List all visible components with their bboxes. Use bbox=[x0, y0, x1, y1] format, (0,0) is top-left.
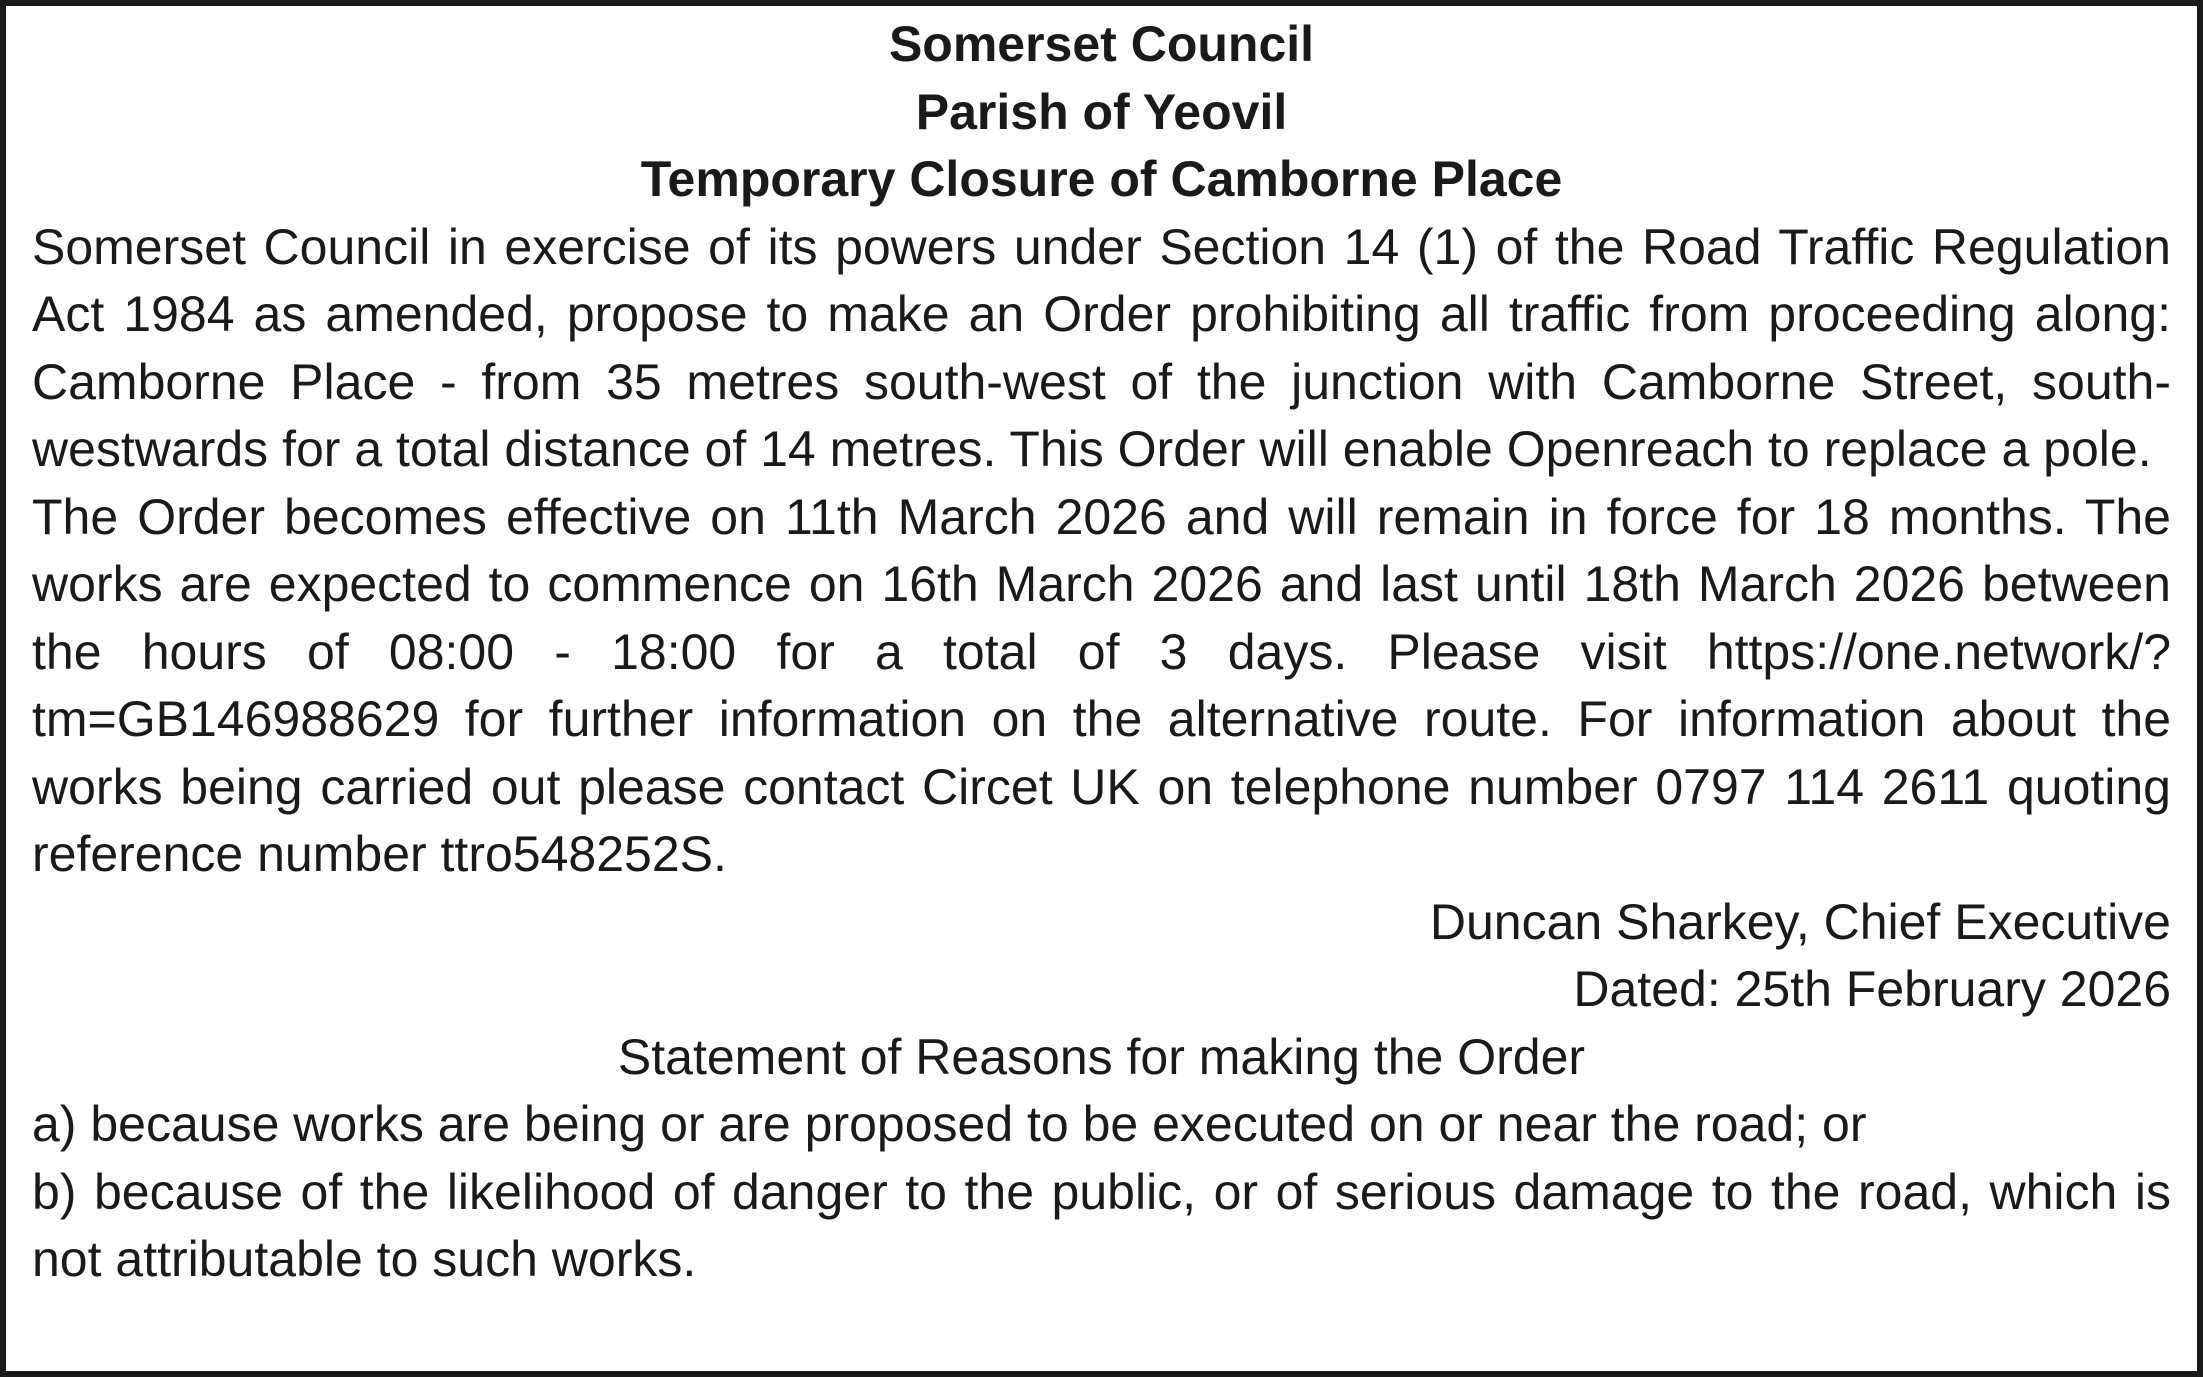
reasons-heading: Statement of Reasons for making the Order bbox=[617, 1028, 1586, 1085]
notice-title: Temporary Closure of Camborne Place bbox=[640, 151, 1563, 207]
reason-a: a) because works are being or are proposed to be executed on or near the road; or bbox=[32, 1096, 1867, 1152]
reason-b: b) because of the likelihood of danger to the public, or of serious damage to the road, which is not attributable to such works. bbox=[32, 1163, 2171, 1287]
notice-authority: Somerset Council bbox=[888, 16, 1315, 72]
date-line: Dated: 25th February 2026 bbox=[1573, 961, 2171, 1017]
order-description-paragraph: Somerset Council in exercise of its powers under Section 14 (1) of the Road Traffic Regulation Act 1984 as amended, propose to make an Order prohibiting all traffic from proceeding along: Camborne Place - from 35 metres south-west of the junction with Camborne Street, south- westwards for a total distance of 14 metres. This Order will enable Openreach to replace a pole. bbox=[32, 218, 2171, 477]
notice-parish: Parish of Yeovil bbox=[915, 83, 1288, 140]
signatory: Duncan Sharkey, Chief Executive bbox=[1429, 893, 2171, 950]
order-details-paragraph: The Order becomes effective on 11th March 2026 and will remain in force for 18 months. The works are expected to commence on 16th March 2026 and last until 18th March 2026 between the hours of 08:00 - 18:00 for a total of 3 days. Please visit https://one.network/?tm=GB146988629 for further information on the alternative route. For information about the works being carried out please contact Circet UK on telephone number 0797 114 2611 quoting reference number ttro548252S. bbox=[32, 488, 2171, 882]
